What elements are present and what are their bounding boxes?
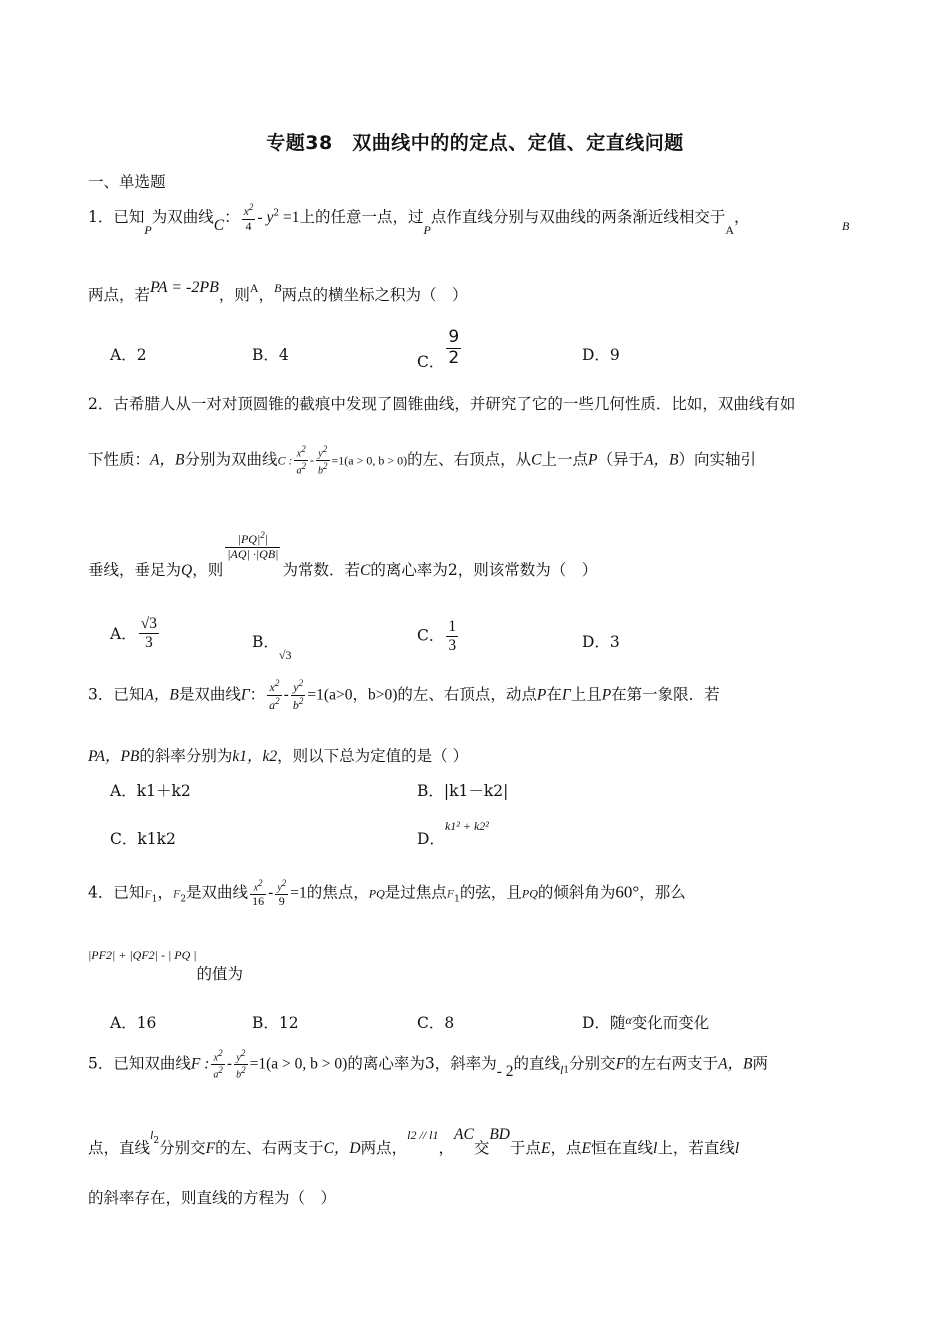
q3-line1: 3．已知A，B是双曲线Γ： $\frac{x^2}{a^2}$ - $\frac{y^2}{b^2}$ =1(a>0，b>0)的左、右顶点，动点P在Γ上且P在第一象限．若	[88, 678, 720, 712]
q2-line3: 垂线，垂足为Q，则 $\frac{|PQ|^2|}{|AQ| \cdot|QB|}$ 为常数．若C的离心率为2，则该常数为（ ）	[88, 530, 598, 579]
q3-line2: PA，PB的斜率分别为k1，k2，则以下总为定值的是（ ）	[88, 747, 469, 765]
q3-option-b[interactable]: B．|k1－k2|	[417, 782, 509, 800]
q2-option-c[interactable]: C． $\frac{1}{3}$	[417, 618, 457, 654]
q1-line2: 两点，若PA = -2PB，则$^A$，$^B$两点的横坐标之积为（ ）	[88, 279, 468, 304]
q2-line1: 2．古希腊人从一对对顶圆锥的截痕中发现了圆锥曲线，并研究了它的一些几何性质．比如，双曲线有如	[88, 395, 796, 413]
q2-line2: 下性质：A，B分别为双曲线C : $\frac{x^2}{a^2}$ - $\frac{y^2}{b^2}$ =1(a > 0, b > 0)的左、右顶点，从C上一点P（异于A，B）向实轴引	[88, 444, 756, 477]
q4-line2: $^{|PF2| + |QF2| - | PQ |}$的值为	[88, 948, 244, 983]
q2-option-a[interactable]: A． $\frac{√3}{3}$	[110, 615, 157, 651]
q4-line1: 4．已知$F_1$，$F_2$是双曲线 $\frac{x^2}{16}$ - $\frac{y^2}{9}$ =1的焦点，PQ是过焦点$F_1$的弦，且PQ的倾斜角为60°，那么	[88, 878, 686, 908]
page-title: 专题38 双曲线中的的定点、定值、定直线问题	[266, 132, 684, 154]
q1-option-b[interactable]: B．4	[252, 346, 289, 364]
q4-option-d[interactable]: D．随$^\alpha$变化而变化	[582, 1013, 710, 1032]
q3-option-c[interactable]: C．k1k2	[110, 830, 176, 848]
q3-option-a[interactable]: A．k1＋k2	[110, 782, 191, 800]
q1-option-a[interactable]: A．2	[110, 346, 147, 364]
section-heading: 一、单选题	[88, 173, 166, 191]
q4-option-a[interactable]: A．16	[110, 1014, 157, 1032]
q2-ratio-fraction: $\frac{|PQ|^2|}{|AQ| \cdot|QB|}$	[227, 530, 279, 561]
q2-option-b[interactable]: B．$_{√3}$	[252, 633, 292, 662]
q1-label-b: B	[842, 219, 850, 233]
q4-option-b[interactable]: B．12	[252, 1014, 299, 1032]
q3-option-d[interactable]: D．k1² + k2²	[417, 819, 489, 848]
q1-option-d[interactable]: D．9	[582, 346, 620, 364]
q4-option-c[interactable]: C．8	[417, 1014, 455, 1032]
q5-line3: 的斜率存在，则直线的方程为（ ）	[88, 1189, 337, 1207]
q5-line1: 5．已知双曲线F : $\frac{x^2}{a^2}$ - $\frac{y^2}{b^2}$ =1(a > 0, b > 0)的离心率为3，斜率为- 2的直线$_{l1}$分别交F的左右两支于A，B两	[88, 1048, 769, 1081]
q5-line2: 点，直线$l_2$分别交F的左、右两支于C，D两点，l2 // l1，AC交BD于点E，点E恒在直线l上，若直线l	[88, 1126, 740, 1157]
q1-line1: 1．已知$_P$为双曲线C： $\frac{x^2}{4}$ - $y^2 =1$上的任意一点，过$_P$点作直线分别与双曲线的两条渐近线相交于$_A$，	[88, 202, 750, 237]
q1-fraction: $\frac{x^2}{4}$	[243, 202, 254, 233]
q2-option-d[interactable]: D．3	[582, 633, 620, 651]
q1-option-c[interactable]: C． $\frac{9}{2}$	[417, 327, 460, 372]
